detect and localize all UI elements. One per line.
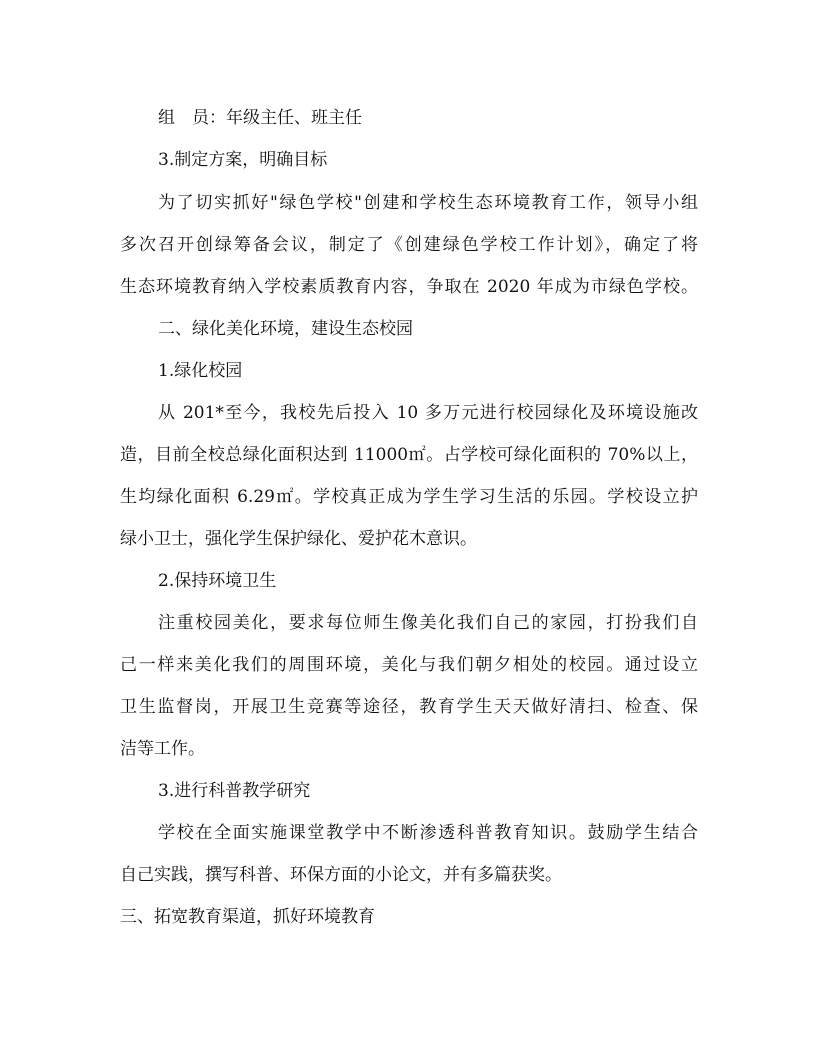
paragraph-line: 学校在全面实施课堂教学中不断渗透科普教育知识。鼓励学生结合 — [158, 823, 698, 843]
paragraph-line: 生均绿化面积 6.29㎡。学校真正成为学生学习生活的乐园。学校设立护 — [120, 487, 698, 507]
paragraph-line: 为了切实抓好"绿色学校"创建和学校生态环境教育工作，领导小组 — [158, 193, 698, 213]
paragraph-line: 从 201*至今，我校先后投入 10 多万元进行校园绿化及环境设施改 — [158, 403, 698, 423]
section-heading-2: 二、绿化美化环境，建设生态校园 — [158, 319, 413, 339]
subheading-science-research: 3.进行科普教学研究 — [158, 781, 311, 801]
subheading-environment-hygiene: 2.保持环境卫生 — [158, 571, 277, 591]
paragraph-line: 洁等工作。 — [120, 739, 205, 759]
section-heading-3-plan: 3.制定方案，明确目标 — [158, 150, 328, 170]
subheading-greening-campus: 1.绿化校园 — [158, 361, 243, 381]
paragraph-line: 生态环境教育纳入学校素质教育内容，争取在 2020 年成为市绿色学校。 — [120, 277, 698, 297]
paragraph-line: 己一样来美化我们的周围环境，美化与我们朝夕相处的校园。通过设立 — [120, 655, 698, 675]
section-heading-3: 三、拓宽教育渠道，抓好环境教育 — [120, 907, 375, 927]
committee-members-line: 组 员：年级主任、班主任 — [158, 108, 362, 128]
paragraph-line: 多次召开创绿筹备会议，制定了《创建绿色学校工作计划》，确定了将 — [120, 235, 698, 255]
paragraph-line: 卫生监督岗，开展卫生竞赛等途径，教育学生天天做好清扫、检查、保 — [120, 697, 698, 717]
paragraph-line: 绿小卫士，强化学生保护绿化、爱护花木意识。 — [120, 529, 477, 549]
paragraph-line: 造，目前全校总绿化面积达到 11000㎡。占学校可绿化面积的 70%以上， — [120, 445, 698, 465]
paragraph-line: 自己实践，撰写科普、环保方面的小论文，并有多篇获奖。 — [120, 865, 562, 885]
paragraph-line: 注重校园美化，要求每位师生像美化我们自己的家园，打扮我们自 — [158, 613, 698, 633]
